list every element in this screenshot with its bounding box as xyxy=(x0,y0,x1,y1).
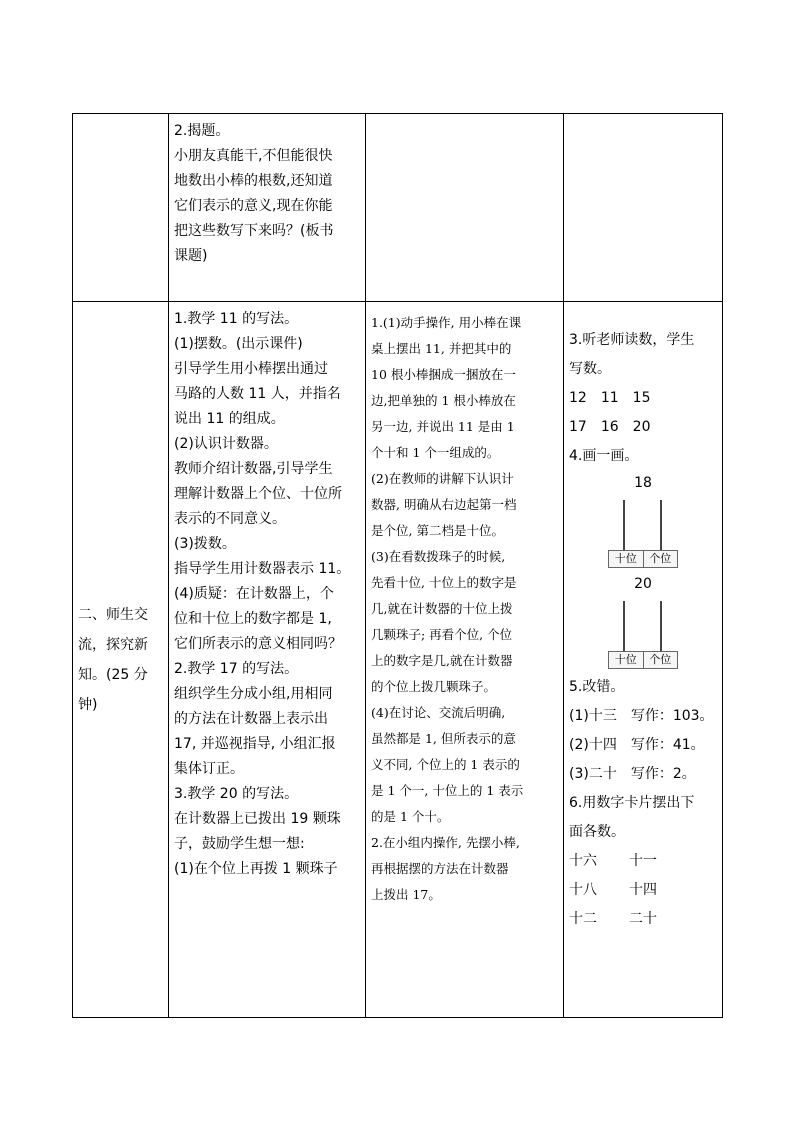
text-line: 教师介绍计数器,引导学生 xyxy=(174,461,333,477)
number: 20 xyxy=(632,419,651,435)
text-line: 17, 并巡视指导, 小组汇报 xyxy=(174,736,336,752)
text-line: 上拨出 17。 xyxy=(371,887,441,902)
text-line: 的个位上拨几颗珠子。 xyxy=(371,679,497,694)
exercise-3-title: 3.听老师读数，学生 xyxy=(569,332,695,348)
phase-label: 二、师生交 xyxy=(78,606,148,623)
exercise-5-title: 5.改错。 xyxy=(569,679,625,695)
text-line: 2.教学 17 的写法。 xyxy=(174,661,299,677)
exercise-3-numbers xyxy=(569,384,717,413)
ones-label: 个位 xyxy=(643,652,678,668)
abacus-icon xyxy=(608,498,678,568)
exercise-6-row: 十八 十四 xyxy=(569,882,657,898)
text-line: 引导学生用小棒摆出通过 xyxy=(174,361,328,377)
text-line: 个十和 1 个一组成的。 xyxy=(371,445,500,460)
text-line: 在计数器上已拨出 19 颗珠 xyxy=(174,811,341,827)
exercise-cell xyxy=(564,302,723,1018)
text-line: (4)质疑：在计数器上，个 xyxy=(174,586,334,602)
exercise-3-title: 写数。 xyxy=(569,361,611,377)
text-line: 1.(1)动手操作, 用小棒在课 xyxy=(371,315,522,330)
text-line: 边,把单独的 1 根小棒放在 xyxy=(371,393,516,408)
text-line: 小朋友真能干,不但能很快 xyxy=(174,148,333,164)
table-row xyxy=(73,114,723,302)
exercise-5-item: (3)二十 写作：2。 xyxy=(569,766,696,782)
text-line: 的方法在计数器上表示出 xyxy=(174,711,328,727)
exercise-4-title: 4.画一画。 xyxy=(569,448,639,464)
text-line: (2)在教师的讲解下认识计 xyxy=(371,471,514,486)
text-line: 几,就在计数器的十位上拨 xyxy=(371,601,513,616)
text-line: (3)拨数。 xyxy=(174,536,236,552)
text-line: 它们所表示的意义相同吗？ xyxy=(174,636,342,652)
text-line: (4)在讨论、交流后明确, xyxy=(371,705,506,720)
text-line: 的是 1 个十。 xyxy=(371,809,450,824)
text-line: 说出 11 的组成。 xyxy=(174,411,285,427)
phase-label: 流，探究新 xyxy=(78,636,148,653)
text-line: 表示的不同意义。 xyxy=(174,511,286,527)
text-line: 马路的人数 11 人，并指名 xyxy=(174,386,341,402)
tens-label: 十位 xyxy=(614,653,637,666)
exercise-6-title: 6.用数字卡片摆出下 xyxy=(569,795,695,811)
table-row xyxy=(73,302,723,1018)
phase-label: 钟) xyxy=(78,696,98,713)
number: 15 xyxy=(632,390,651,406)
student-activity-cell xyxy=(366,114,564,302)
text-line: 1.教学 11 的写法。 xyxy=(174,311,299,327)
text-line: 是个位, 第二档是十位。 xyxy=(371,523,504,538)
text-line: 另一边, 并说出 11 是由 1 xyxy=(371,419,515,434)
teacher-activity-cell xyxy=(169,302,366,1018)
exercise-6-row: 十二 二十 xyxy=(569,911,657,927)
tens-label: 十位 xyxy=(614,552,637,565)
exercise-6-title: 面各数。 xyxy=(569,824,625,840)
text-line: 组织学生分成小组,用相同 xyxy=(174,686,333,702)
text-line: 把这些数写下来吗？(板书 xyxy=(174,223,334,239)
text-line: 理解计数器上个位、十位所 xyxy=(174,486,342,502)
text-line: 指导学生用计数器表示 11。 xyxy=(174,561,351,577)
text-line: 位和十位上的数字都是 1, xyxy=(174,611,332,627)
text-line: 10 根小棒捆成一捆放在一 xyxy=(371,367,516,382)
phase-label: 知。(25 分 xyxy=(78,666,148,683)
exercise-5-item: (1)十三 写作：103。 xyxy=(569,708,714,724)
text-line: 再根据摆的方法在计数器 xyxy=(371,861,509,876)
text-line: 虽然都是 1, 但所表示的意 xyxy=(371,731,516,746)
phase-cell-empty xyxy=(73,114,169,302)
text-line: 桌上摆出 11, 并把其中的 xyxy=(371,341,512,356)
lesson-plan-table xyxy=(72,113,723,1018)
text-line: 集体订正。 xyxy=(174,761,244,777)
text-line: 子，鼓励学生想一想: xyxy=(174,836,305,852)
text-line: (1)在个位上再拨 1 颗珠子 xyxy=(174,861,338,877)
ones-label: 个位 xyxy=(643,551,678,567)
number: 16 xyxy=(600,419,619,435)
text-line: (2)认识计数器。 xyxy=(174,436,278,452)
phase-cell xyxy=(73,302,169,1018)
number: 11 xyxy=(600,390,619,406)
text-line: 是 1 个一, 十位上的 1 表示 xyxy=(371,783,524,798)
exercise-cell xyxy=(564,114,723,302)
abacus-number: 20 xyxy=(634,576,652,592)
text-line: 数器, 明确从右边起第一档 xyxy=(371,497,517,512)
number: 12 xyxy=(569,390,587,406)
text-line: 几颗珠子; 再看个位, 个位 xyxy=(371,627,513,642)
student-activity-cell xyxy=(366,302,564,1018)
exercise-5-item: (2)十四 写作：41。 xyxy=(569,737,705,753)
exercise-3-numbers xyxy=(569,413,717,442)
text-line: 2.在小组内操作, 先摆小棒, xyxy=(371,835,520,850)
teacher-activity-cell xyxy=(169,114,366,302)
abacus-number: 18 xyxy=(634,475,652,491)
text-line: (3)在看数拨珠子的时候, xyxy=(371,549,506,564)
text-line: (1)摆数。(出示课件) xyxy=(174,336,303,352)
text-line: 2.揭题。 xyxy=(174,123,230,139)
text-line: 上的数字是几,就在计数器 xyxy=(371,653,513,668)
text-line: 它们表示的意义,现在你能 xyxy=(174,198,333,214)
number: 17 xyxy=(569,419,587,435)
text-line: 先看十位, 十位上的数字是 xyxy=(371,575,517,590)
text-line: 地数出小棒的根数,还知道 xyxy=(174,173,333,189)
text-line: 课题) xyxy=(174,248,208,264)
text-line: 3.教学 20 的写法。 xyxy=(174,786,299,802)
text-line: 义不同, 个位上的 1 表示的 xyxy=(371,757,520,772)
abacus-icon xyxy=(608,599,678,669)
exercise-6-row: 十六 十一 xyxy=(569,853,657,869)
